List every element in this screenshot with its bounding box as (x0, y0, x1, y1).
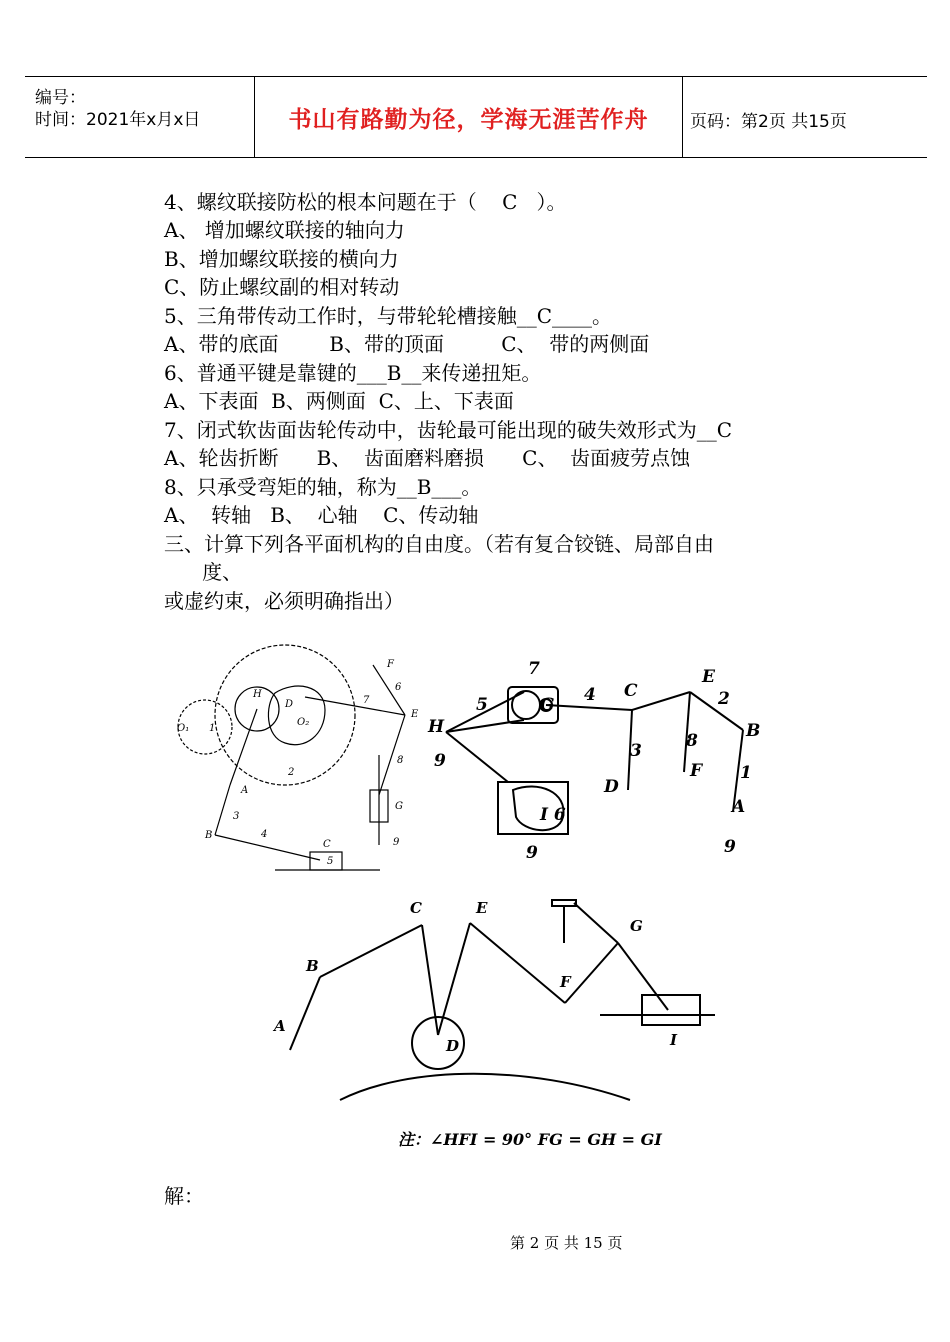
fig2-label-g: G (540, 695, 555, 715)
fig1-label-f: F (387, 659, 394, 670)
fig1-label-b: B (205, 830, 213, 841)
fig1-label-eight: 8 (397, 755, 404, 766)
fig2-label-b: B (746, 721, 761, 741)
fig3-note: 注：∠HFI = 90° FG = GH = GI (398, 1130, 662, 1149)
question-line: 4、螺纹联接防松的根本问题在于（ C ）。 (164, 190, 567, 214)
fig3-label-i: I (670, 1031, 678, 1049)
page-footer: 第 2 页 共 15 页 (510, 1234, 623, 1252)
fig2-label-d: D (604, 777, 619, 797)
fig2-label-f: F (690, 761, 703, 781)
fig2-label-nine-b: 9 (526, 843, 538, 863)
header-table (25, 76, 927, 158)
fig3-label-f: F (560, 973, 571, 991)
fig3-label-b: B (306, 957, 319, 975)
question-line: 三、计算下列各平面机构的自由度。（若有复合铰链、局部自由 (164, 532, 714, 556)
fig1-label-nine: 9 (393, 837, 400, 848)
question-line: A、轮齿折断 B、 齿面磨料磨损 C、 齿面疲劳点蚀 (164, 446, 691, 470)
fig3-label-e: E (476, 899, 488, 917)
mechanism-figure-3 (270, 895, 720, 1160)
fig1-label-four: 4 (261, 829, 268, 840)
question-line: A、 转轴 B、 心轴 C、传动轴 (164, 503, 479, 527)
question-line: A、 增加螺纹联接的轴向力 (164, 218, 405, 242)
fig1-label-five: 5 (327, 856, 334, 867)
mechanism-figure-2 (428, 652, 768, 862)
question-line: A、下表面 B、两侧面 C、上、下表面 (164, 389, 514, 413)
time-label: 时间：2021年x月x日 (35, 110, 201, 130)
question-line: 7、闭式软齿面齿轮传动中，齿轮最可能出现的破失效形式为__C (164, 418, 733, 442)
fig1-label-o1: O₁ (177, 723, 190, 734)
header-right-cell (682, 77, 927, 157)
fig2-label-seven: 7 (528, 659, 540, 679)
fig2-label-i6: I 6 (540, 805, 566, 825)
fig3-label-a: A (274, 1017, 286, 1035)
fig1-label-e: E (411, 709, 419, 720)
fig1-label-d: D (285, 699, 294, 710)
fig2-label-a: A (732, 797, 746, 817)
question-line: 或虚约束，必须明确指出） (164, 589, 404, 613)
fig3-label-c: C (410, 899, 422, 917)
header-left-cell (25, 77, 254, 157)
fig2-label-one: 1 (740, 763, 752, 783)
question-line: A、带的底面 B、带的顶面 C、 带的两侧面 (164, 332, 650, 356)
mechanism-figure-1 (165, 645, 419, 875)
question-line: B、增加螺纹联接的横向力 (164, 247, 399, 271)
fig2-label-eight: 8 (686, 731, 698, 751)
fig1-label-g: G (395, 801, 403, 812)
fig1-label-h: H (253, 689, 262, 700)
fig3-label-d: D (446, 1037, 460, 1055)
question-line: 8、只承受弯矩的轴，称为__B___。 (164, 475, 482, 499)
number-label: 编号： (35, 88, 86, 108)
page-info: 页码：第2页 共15页 (690, 112, 847, 132)
fig2-label-nine-c: 9 (724, 837, 736, 857)
question-line: 度、 (164, 560, 243, 584)
fig1-label-o2: O₂ (297, 717, 310, 728)
fig2-label-three: 3 (630, 741, 642, 761)
fig2-label-nine-a: 9 (434, 751, 446, 771)
question-line: 5、三角带传动工作时，与带轮轮槽接触__C____。 (164, 304, 613, 328)
fig2-label-four: 4 (584, 685, 596, 705)
fig2-label-two: 2 (718, 689, 730, 709)
fig1-label-six: 6 (395, 682, 402, 693)
solution-label: 解： (164, 1184, 204, 1208)
fig1-label-a: A (241, 785, 249, 796)
fig1-label-three: 3 (233, 811, 240, 822)
fig1-label-seven: 7 (363, 695, 370, 706)
header-mid-cell (254, 77, 683, 157)
fig1-label-one: 1 (209, 723, 216, 734)
question-line: C、防止螺纹副的相对转动 (164, 275, 400, 299)
fig2-label-e: E (702, 667, 715, 687)
fig2-label-c: C (624, 681, 638, 701)
motto: 书山有路勤为径，学海无涯苦作舟 (288, 107, 649, 133)
question-line: 6、普通平键是靠键的___B__来传递扭矩。 (164, 361, 542, 385)
fig1-label-c: C (323, 839, 331, 850)
fig1-label-two: 2 (288, 767, 295, 778)
fig2-label-h: H (428, 717, 445, 737)
fig2-label-five: 5 (476, 695, 488, 715)
fig3-label-g: G (630, 917, 643, 935)
